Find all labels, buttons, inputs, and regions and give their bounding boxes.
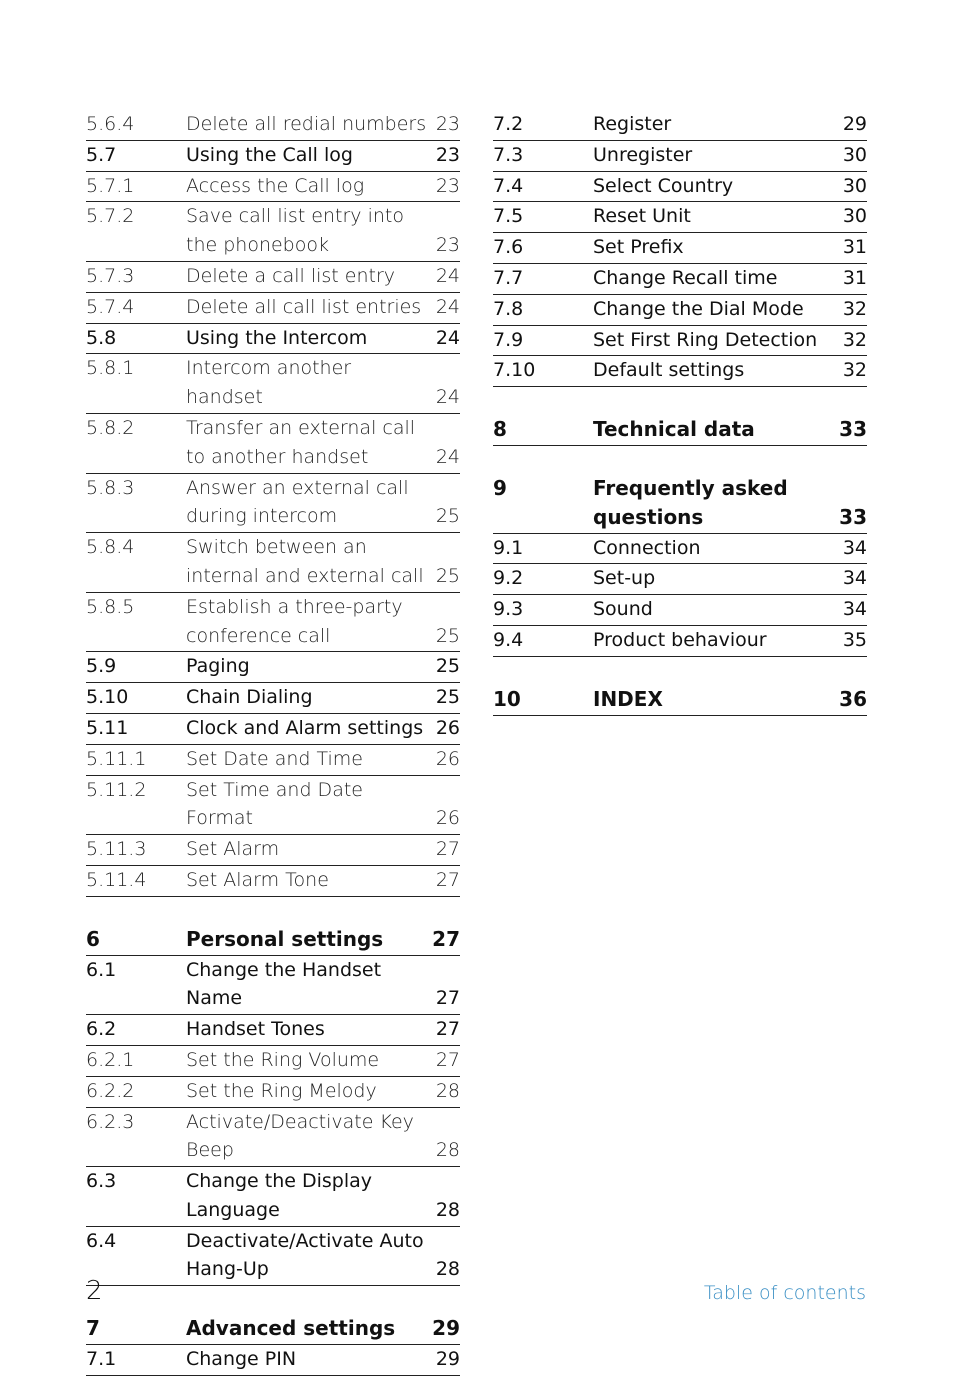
toc-entry-page: 29 [435, 1348, 460, 1371]
toc-entry-number: 5.7 [86, 143, 117, 166]
toc-entry-title: Establish a three-party conference call [186, 595, 403, 647]
toc-entry-page: 33 [839, 504, 867, 529]
toc-entry [86, 1345, 460, 1376]
toc-entry-title: Set-up [593, 567, 656, 590]
toc-entry-title: Using the Call log [186, 143, 353, 166]
toc-entry-page: 24 [435, 445, 460, 468]
toc-entry-number: 9.4 [493, 628, 524, 651]
toc-entry-title: Advanced settings [186, 1316, 396, 1341]
toc-left-column [86, 110, 460, 1376]
toc-entry [86, 714, 460, 745]
toc-entry-number: 5.9 [86, 655, 117, 678]
toc-entry-number: 5.11.1 [86, 747, 147, 770]
toc-entry [86, 474, 460, 534]
toc-entry-title: Set the Ring Melody [186, 1079, 377, 1102]
toc-entry-page: 32 [842, 359, 867, 382]
toc-entry [86, 683, 460, 714]
toc-entry-number: 5.8 [86, 326, 117, 349]
toc-entry-page: 29 [432, 1316, 460, 1341]
toc-entry-title: Activate/Deactivate Key Beep [186, 1110, 414, 1162]
toc-entry-number: 5.10 [86, 686, 129, 709]
toc-entry-number: 7.5 [493, 205, 524, 228]
section-label: Table of contents [703, 1282, 866, 1304]
toc-entry [493, 595, 867, 626]
toc-entry-title: Set the Ring Volume [186, 1048, 380, 1071]
toc-entry [86, 293, 460, 324]
toc-entry [493, 233, 867, 264]
toc-entry-number: 8 [493, 417, 507, 442]
toc-entry-number: 6.2.2 [86, 1079, 135, 1102]
toc-entry [493, 110, 867, 141]
toc-entry-page: 31 [842, 266, 867, 289]
toc-entry-title: Set Date and Time [186, 747, 363, 770]
toc-entry [86, 1314, 460, 1345]
toc-entry [86, 202, 460, 262]
toc-entry [493, 534, 867, 565]
toc-entry-title: Intercom another handset [186, 357, 352, 409]
toc-entry-title: Set Prefix [593, 236, 684, 259]
toc-entry-page: 23 [435, 174, 460, 197]
toc-entry-page: 30 [842, 205, 867, 228]
toc-entry-page: 36 [839, 686, 867, 711]
toc-entry [493, 564, 867, 595]
toc-entry-title: Set Alarm [186, 838, 280, 861]
toc-entry-page: 25 [435, 686, 460, 709]
toc-entry-title: Change Recall time [593, 266, 778, 289]
toc-entry-title: Sound [593, 598, 653, 621]
toc-entry-page: 31 [842, 236, 867, 259]
toc-entry-number: 6.3 [86, 1170, 117, 1193]
toc-right-column [493, 110, 867, 716]
toc-entry-number: 7.9 [493, 328, 524, 351]
toc-entry-number: 5.8.3 [86, 476, 135, 499]
toc-entry-page: 25 [435, 505, 460, 528]
toc-entry-title: Answer an external call during intercom [186, 476, 409, 528]
toc-entry-page: 23 [435, 113, 460, 135]
toc-entry [86, 593, 460, 653]
toc-entry [493, 141, 867, 172]
toc-entry-title: INDEX [593, 686, 663, 711]
toc-entry [86, 1108, 460, 1168]
toc-entry-page: 34 [842, 567, 867, 590]
toc-entry-number: 6.1 [86, 958, 117, 981]
toc-entry-page: 25 [435, 655, 460, 678]
toc-entry-page: 32 [842, 297, 867, 320]
toc-entry-page: 28 [435, 1139, 460, 1162]
toc-entry-page: 26 [435, 716, 460, 739]
toc-entry-title: Using the Intercom [186, 326, 368, 349]
toc-entry [493, 415, 867, 446]
toc-entry-number: 5.8.1 [86, 357, 135, 380]
toc-entry-number: 7.1 [86, 1348, 117, 1371]
toc-entry-number: 5.8.4 [86, 536, 135, 559]
toc-entry-number: 7.2 [493, 113, 524, 135]
toc-entry [86, 141, 460, 172]
toc-entry [86, 925, 460, 956]
toc-entry-title: Select Country [593, 174, 734, 197]
toc-entry-title: Change the Handset Name [186, 958, 382, 1010]
toc-entry [86, 866, 460, 897]
toc-entry-page: 30 [842, 143, 867, 166]
toc-entry-page: 24 [435, 295, 460, 318]
toc-entry-number: 5.8.2 [86, 416, 135, 439]
toc-entry [493, 172, 867, 203]
toc-entry-page: 23 [435, 234, 460, 257]
toc-entry-number: 5.7.1 [86, 174, 135, 197]
toc-entry [493, 264, 867, 295]
toc-entry [493, 474, 867, 534]
toc-entry-title: Delete all redial numbers [186, 113, 427, 135]
toc-entry-number: 5.7.4 [86, 295, 135, 318]
toc-entry-number: 6 [86, 926, 100, 951]
toc-entry-page: 24 [435, 326, 460, 349]
toc-entry-number: 10 [493, 686, 521, 711]
toc-entry-title: Connection [593, 536, 701, 559]
toc-entry [86, 835, 460, 866]
toc-entry [86, 1167, 460, 1227]
toc-entry-title: Frequently asked questions [593, 475, 788, 529]
toc-entry-number: 7.7 [493, 266, 524, 289]
toc-entry-number: 7.8 [493, 297, 524, 320]
toc-entry-title: Paging [186, 655, 250, 678]
toc-entry-number: 6.4 [86, 1229, 117, 1252]
toc-entry-page: 24 [435, 386, 460, 409]
toc-entry [86, 533, 460, 593]
toc-entry-title: Save call list entry into the phonebook [186, 205, 404, 257]
toc-entry-page: 27 [435, 838, 460, 861]
toc-entry [86, 776, 460, 836]
toc-entry-number: 5.11.2 [86, 778, 147, 801]
toc-entry-title: Delete all call list entries [186, 295, 422, 318]
toc-entry [86, 414, 460, 474]
toc-entry [493, 685, 867, 716]
toc-entry-title: Transfer an external call to another handset [186, 416, 416, 468]
toc-entry [493, 356, 867, 387]
toc-entry-number: 6.2.1 [86, 1048, 135, 1071]
toc-entry-number: 9.1 [493, 536, 524, 559]
toc-entry-title: Access the Call log [186, 174, 365, 197]
toc-entry-page: 27 [435, 1018, 460, 1041]
toc-entry-number: 6.2 [86, 1018, 117, 1041]
toc-entry [86, 652, 460, 683]
toc-entry-title: Set Time and Date Format [186, 778, 363, 830]
toc-entry-title: Chain Dialing [186, 686, 313, 709]
toc-entry [86, 1227, 460, 1287]
toc-entry [86, 1015, 460, 1046]
toc-entry [493, 326, 867, 357]
toc-entry-number: 7.3 [493, 143, 524, 166]
toc-entry-page: 27 [435, 1048, 460, 1071]
toc-entry-page: 32 [842, 328, 867, 351]
toc-entry-page: 33 [839, 417, 867, 442]
toc-entry-number: 7 [86, 1316, 100, 1341]
toc-entry-title: Reset Unit [593, 205, 691, 228]
toc-entry-title: Register [593, 113, 672, 135]
toc-entry-title: Technical data [593, 417, 755, 442]
toc-entry [86, 172, 460, 203]
toc-entry [493, 626, 867, 657]
toc-entry-page: 26 [435, 747, 460, 770]
toc-entry-page: 25 [435, 564, 460, 587]
toc-entry-number: 9.2 [493, 567, 524, 590]
toc-entry [86, 1077, 460, 1108]
toc-entry-page: 34 [842, 536, 867, 559]
page-number: 2 [86, 1276, 103, 1306]
toc-entry-number: 7.4 [493, 174, 524, 197]
toc-entry [493, 202, 867, 233]
toc-entry-number: 5.8.5 [86, 595, 135, 618]
toc-entry-title: Set Alarm Tone [186, 868, 329, 891]
toc-entry-page: 29 [842, 113, 867, 135]
toc-entry-number: 9 [493, 475, 507, 500]
toc-entry-number: 5.7.3 [86, 264, 135, 287]
toc-entry-page: 25 [435, 624, 460, 647]
toc-entry-title: Product behaviour [593, 628, 767, 651]
toc-entry-number: 7.10 [493, 359, 536, 382]
toc-entry-title: Default settings [593, 359, 745, 382]
toc-entry-page: 27 [435, 868, 460, 891]
toc-entry-page: 28 [435, 1198, 460, 1221]
toc-entry-number: 7.6 [493, 236, 524, 259]
toc-entry [86, 110, 460, 141]
toc-entry-page: 24 [435, 264, 460, 287]
toc-entry-title: Change PIN [186, 1348, 297, 1371]
toc-entry [86, 354, 460, 414]
toc-entry [86, 262, 460, 293]
toc-entry-number: 5.11.4 [86, 868, 147, 891]
toc-entry-page: 26 [435, 807, 460, 830]
toc-entry-number: 5.7.2 [86, 205, 135, 228]
toc-entry-page: 28 [435, 1258, 460, 1281]
toc-entry-page: 27 [435, 987, 460, 1010]
toc-entry-title: Deactivate/Activate Auto Hang-Up [186, 1229, 424, 1281]
toc-entry-number: 9.3 [493, 598, 524, 621]
toc-entry-page: 27 [432, 926, 460, 951]
toc-entry [86, 324, 460, 355]
toc-entry-page: 23 [435, 143, 460, 166]
toc-entry [86, 956, 460, 1016]
toc-entry-title: Personal settings [186, 926, 384, 951]
toc-entry-title: Change the Display Language [186, 1170, 373, 1221]
toc-entry-number: 5.11 [86, 716, 129, 739]
toc-entry-title: Switch between an internal and external call [186, 536, 424, 587]
toc-entry-number: 6.2.3 [86, 1110, 135, 1133]
toc-entry-title: Set First Ring Detection [593, 328, 818, 351]
toc-entry-page: 34 [842, 598, 867, 621]
toc-entry-page: 28 [435, 1079, 460, 1102]
toc-entry [86, 745, 460, 776]
toc-entry [493, 295, 867, 326]
toc-entry [86, 1046, 460, 1077]
toc-entry-title: Handset Tones [186, 1018, 325, 1041]
toc-entry-number: 5.11.3 [86, 838, 147, 861]
toc-entry-title: Change the Dial Mode [593, 297, 804, 320]
toc-entry-number: 5.6.4 [86, 113, 135, 135]
toc-entry-title: Delete a call list entry [186, 264, 396, 287]
toc-entry-title: Unregister [593, 143, 693, 166]
toc-entry-page: 30 [842, 174, 867, 197]
toc-entry-title: Clock and Alarm settings [186, 716, 424, 739]
toc-entry-page: 35 [842, 628, 867, 651]
